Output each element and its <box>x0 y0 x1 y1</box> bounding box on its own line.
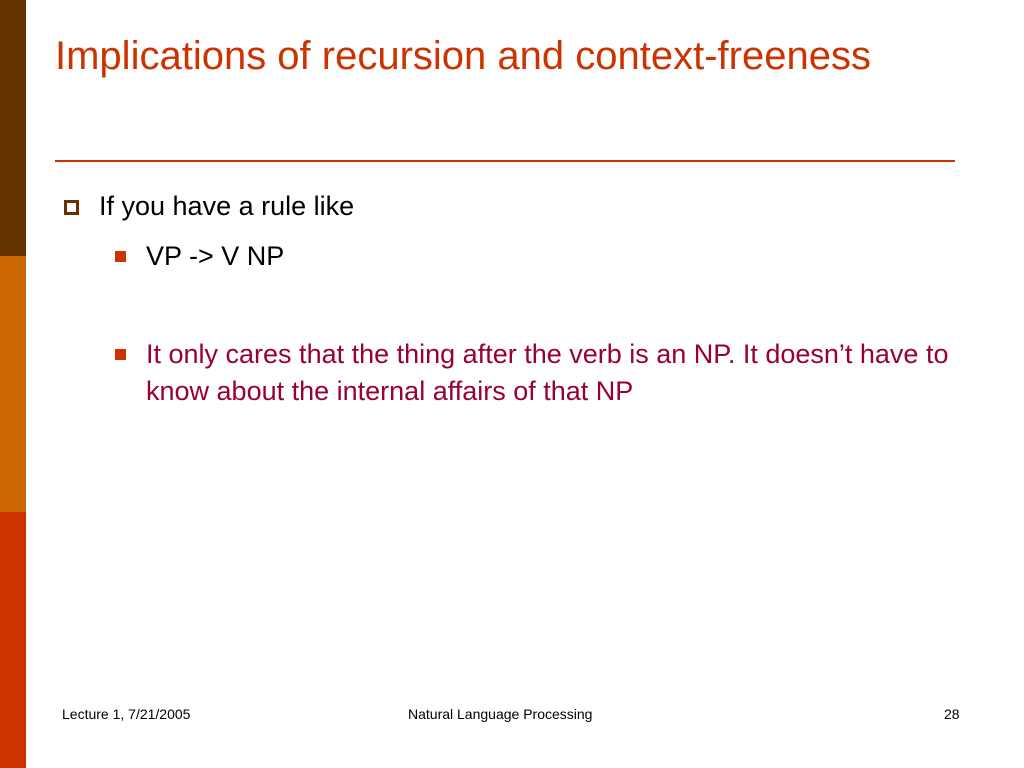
footer-lecture-date: Lecture 1, 7/21/2005 <box>62 706 191 722</box>
footer-course-title: Natural Language Processing <box>408 706 593 722</box>
bullet-item <box>64 188 354 224</box>
filled-square-bullet-icon <box>115 349 126 360</box>
footer-page-number: 28 <box>944 706 960 722</box>
side-stripe-top <box>0 0 26 256</box>
filled-square-bullet-icon <box>115 251 126 262</box>
side-stripe-middle <box>0 256 26 512</box>
title-divider <box>55 160 955 162</box>
slide-title: Implications of recursion and context-freeness <box>55 34 871 78</box>
sub-bullet-text: VP -> V NP <box>146 241 285 271</box>
hollow-square-bullet-icon <box>64 200 79 215</box>
side-stripe-bottom <box>0 512 26 768</box>
sub-bullet-item <box>115 336 955 410</box>
bullet-text: If you have a rule like <box>99 191 355 221</box>
sub-bullet-text: It only cares that the thing after the verb is an NP. It doesn’t have to know about the internal affairs of that NP <box>146 339 949 406</box>
sub-bullet-item <box>115 238 955 275</box>
